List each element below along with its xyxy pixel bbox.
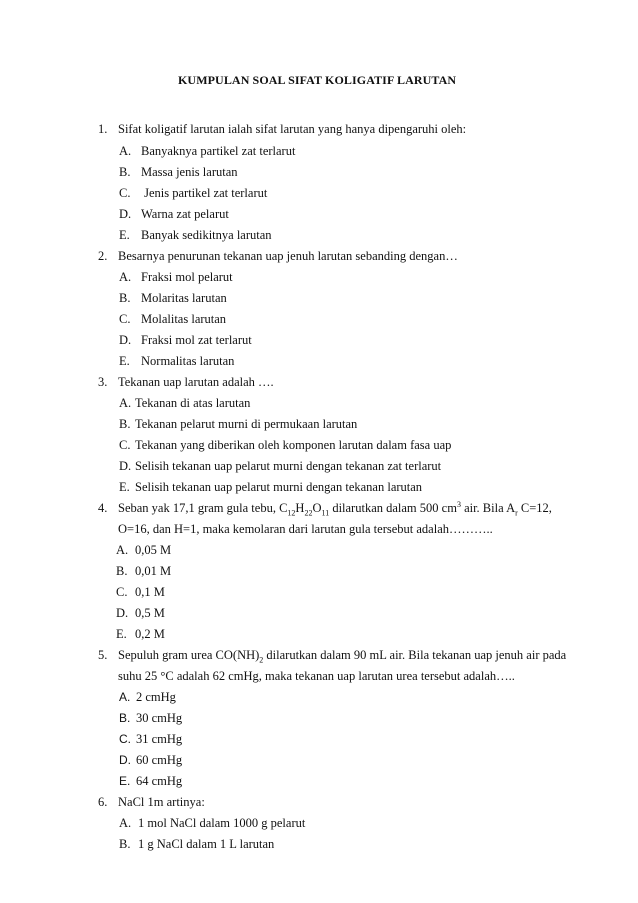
question-4-option-a xyxy=(116,544,171,557)
subscript: r xyxy=(515,508,518,518)
text-segment: Seban yak 17,1 gram gula tebu, C xyxy=(118,501,288,515)
option-letter: A. xyxy=(119,690,131,704)
text-segment: C=12, xyxy=(517,501,552,515)
option-letter: A. xyxy=(119,816,132,830)
question-4-option-b xyxy=(116,565,171,578)
question-6-number: 6. xyxy=(98,795,108,809)
option-letter: E. xyxy=(119,228,130,242)
option-letter: B. xyxy=(119,837,131,851)
question-6-option-a xyxy=(119,817,305,830)
question-2-text: Besarnya penurunan tekanan uap jenuh larutan sebanding dengan… xyxy=(118,249,458,263)
option-letter: C. xyxy=(119,186,131,200)
question-3-text: Tekanan uap larutan adalah …. xyxy=(118,375,274,389)
question-2-option-e xyxy=(119,355,234,368)
option-text: Selisih tekanan uap pelarut murni dengan tekanan zat terlarut xyxy=(135,459,442,473)
option-letter: C. xyxy=(119,312,131,326)
subscript: 11 xyxy=(321,508,330,518)
question-3-option-a xyxy=(119,397,250,410)
question-3-option-d xyxy=(119,460,441,473)
text-segment: dilarutkan dalam 90 mL air. Bila tekanan uap jenuh air pada xyxy=(263,648,567,662)
question-3-number: 3. xyxy=(98,375,108,389)
subscript: 2 xyxy=(259,655,264,665)
option-letter: E. xyxy=(119,774,131,788)
question-2-option-d xyxy=(119,334,252,347)
option-text: 0,2 M xyxy=(135,627,165,641)
question-1-option-c xyxy=(119,187,267,200)
option-letter: E. xyxy=(119,480,130,494)
option-letter: E. xyxy=(116,627,127,641)
question-3-option-c xyxy=(119,439,451,452)
option-text: 64 cmHg xyxy=(136,774,183,788)
option-letter: D. xyxy=(116,606,129,620)
option-text: Fraksi mol pelarut xyxy=(141,270,233,284)
question-6-text: NaCl 1m artinya: xyxy=(118,795,205,809)
question-4-option-c xyxy=(116,586,165,599)
question-5-option-a xyxy=(119,691,176,704)
option-letter: D. xyxy=(119,207,132,221)
question-3-option-b xyxy=(119,418,357,431)
option-text: 0,01 M xyxy=(135,564,172,578)
subscript: 22 xyxy=(304,508,313,518)
question-6-option-b xyxy=(119,838,274,851)
option-text: 31 cmHg xyxy=(136,732,183,746)
question-5-text-line-1 xyxy=(118,648,567,665)
question-2-option-c xyxy=(119,313,226,326)
option-text: Fraksi mol zat terlarut xyxy=(141,333,252,347)
option-text: 2 cmHg xyxy=(136,690,176,704)
question-2-option-a xyxy=(119,271,233,284)
option-text: Selisih tekanan uap pelarut murni dengan tekanan larutan xyxy=(135,480,423,494)
option-text: Tekanan yang diberikan oleh komponen larutan dalam fasa uap xyxy=(135,438,452,452)
option-letter: C. xyxy=(119,438,131,452)
question-3-option-e xyxy=(119,481,422,494)
option-text: Banyak sedikitnya larutan xyxy=(141,228,272,242)
option-letter: A. xyxy=(119,270,132,284)
option-text: Warna zat pelarut xyxy=(141,207,229,221)
option-text: 0,05 M xyxy=(135,543,172,557)
subscript: 12 xyxy=(287,508,296,518)
option-letter: B. xyxy=(119,417,131,431)
option-letter: A. xyxy=(116,543,129,557)
option-text: Molalitas larutan xyxy=(141,312,227,326)
option-letter: B. xyxy=(116,564,128,578)
question-1-option-b xyxy=(119,166,238,179)
option-letter: E. xyxy=(119,354,130,368)
text-segment: Sepuluh gram urea CO(NH) xyxy=(118,648,260,662)
question-5-option-b xyxy=(119,712,182,725)
option-letter: D. xyxy=(119,333,132,347)
option-letter: A. xyxy=(119,396,132,410)
text-segment: dilarutkan dalam 500 cm xyxy=(329,501,457,515)
text-segment: O xyxy=(312,501,322,515)
option-letter: B. xyxy=(119,711,131,725)
option-text: Massa jenis larutan xyxy=(141,165,238,179)
option-letter: B. xyxy=(119,291,131,305)
option-letter: B. xyxy=(119,165,131,179)
option-text: 1 mol NaCl dalam 1000 g pelarut xyxy=(138,816,306,830)
question-5-option-e xyxy=(119,775,182,788)
option-text: 30 cmHg xyxy=(136,711,183,725)
question-4-option-d xyxy=(116,607,165,620)
question-4-text-line-2: O=16, dan H=1, maka kemolaran dari larutan gula tersebut adalah……….. xyxy=(118,522,493,536)
question-1-number: 1. xyxy=(98,122,108,136)
question-2-option-b xyxy=(119,292,227,305)
question-4-option-e xyxy=(116,628,165,641)
question-4-text-line-1 xyxy=(118,499,552,518)
text-segment: H xyxy=(295,501,305,515)
document-title: KUMPULAN SOAL SIFAT KOLIGATIF LARUTAN xyxy=(178,73,457,87)
question-5-option-c xyxy=(119,733,182,746)
question-5-text-line-2: suhu 25 °C adalah 62 cmHg, maka tekanan uap larutan urea tersebut adalah….. xyxy=(118,669,515,683)
option-text: Tekanan pelarut murni di permukaan larutan xyxy=(135,417,358,431)
question-2-number: 2. xyxy=(98,249,108,263)
question-1-option-e xyxy=(119,229,272,242)
question-1-text: Sifat koligatif larutan ialah sifat larutan yang hanya dipengaruhi oleh: xyxy=(118,122,467,136)
question-1-option-a xyxy=(119,145,295,158)
option-letter: D. xyxy=(119,459,132,473)
question-5-option-d xyxy=(119,754,182,767)
option-letter: C. xyxy=(116,585,128,599)
option-text: Jenis partikel zat terlarut xyxy=(141,186,268,200)
option-letter: C. xyxy=(119,732,131,746)
question-1-option-d xyxy=(119,208,229,221)
option-text: Tekanan di atas larutan xyxy=(135,396,251,410)
option-text: Molaritas larutan xyxy=(141,291,227,305)
option-text: Banyaknya partikel zat terlarut xyxy=(141,144,296,158)
option-letter: A. xyxy=(119,144,132,158)
option-letter: D. xyxy=(119,753,131,767)
option-text: Normalitas larutan xyxy=(141,354,235,368)
question-4-number: 4. xyxy=(98,501,108,515)
superscript: 3 xyxy=(456,499,461,509)
option-text: 0,5 M xyxy=(135,606,165,620)
text-segment: air. Bila A xyxy=(460,501,516,515)
option-text: 0,1 M xyxy=(135,585,165,599)
option-text: 60 cmHg xyxy=(136,753,183,767)
option-text: 1 g NaCl dalam 1 L larutan xyxy=(138,837,275,851)
question-5-number: 5. xyxy=(98,648,108,662)
